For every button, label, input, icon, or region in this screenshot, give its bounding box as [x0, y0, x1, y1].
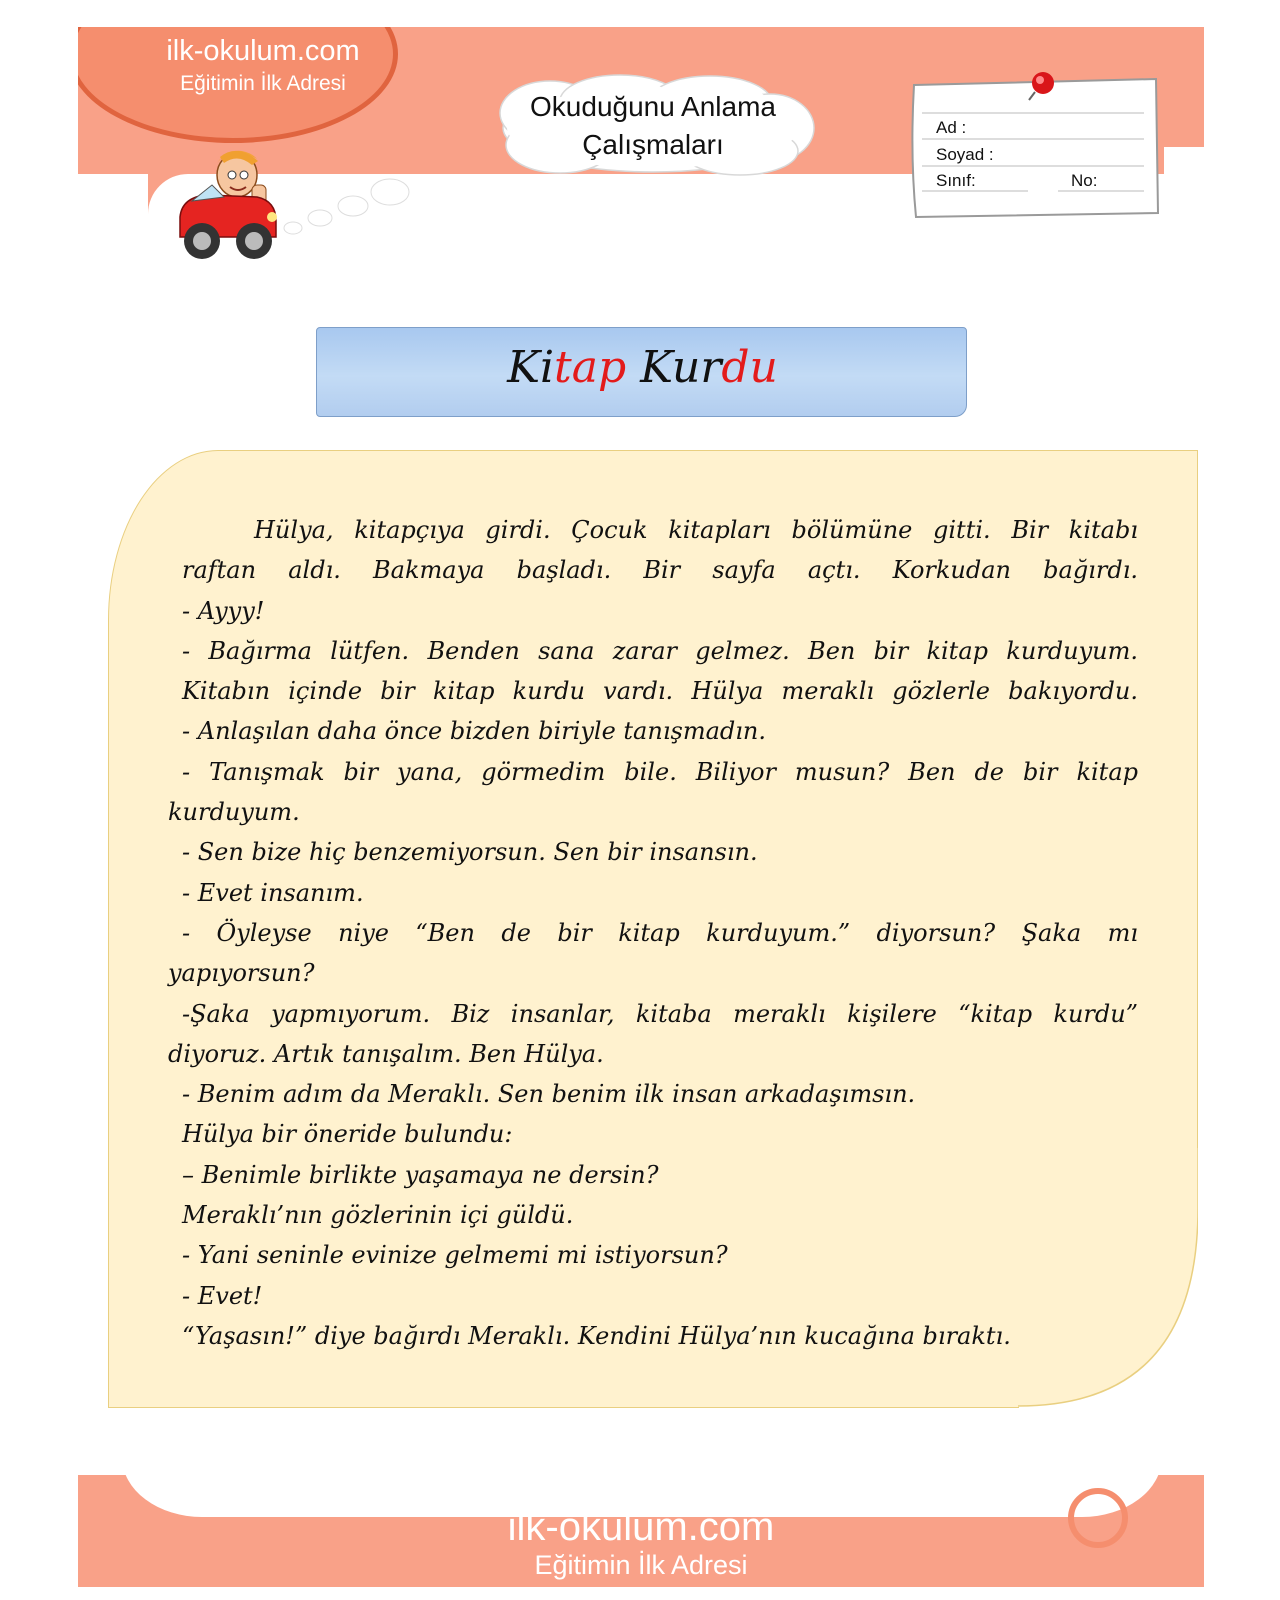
title-part: Kur	[626, 342, 722, 393]
story-line: raftan aldı. Bakmaya başladı. Bir sayfa açtı. Korkudan bağırdı.	[182, 556, 1138, 585]
title-part: Ki	[507, 342, 555, 393]
title-part-highlight: tap	[554, 342, 627, 393]
story-line: yapıyorsun?	[168, 959, 315, 988]
footer-tagline: Eğitimin İlk Adresi	[534, 1550, 748, 1580]
worksheet-heading	[490, 88, 816, 164]
story-line: Hülya bir öneride bulundu:	[182, 1120, 513, 1149]
story-line: Kitabın içinde bir kitap kurdu vardı. Hülya meraklı gözlerle bakıyordu.	[182, 677, 1138, 706]
story-line: - Sen bize hiç benzemiyorsun. Sen bir insansın.	[182, 838, 758, 867]
surname-field-label: Soyad :	[936, 145, 994, 164]
story-line: - Benim adım da Meraklı. Sen benim ilk insan arkadaşımsın.	[182, 1080, 916, 1109]
story-line: - Evet!	[182, 1281, 263, 1310]
story-line: - Yani seninle evinize gelmemi mi istiyorsun?	[182, 1241, 728, 1270]
thought-bubble-dots-icon	[275, 170, 415, 240]
header-notch	[78, 174, 148, 293]
story-line: - Öyleyse niye “Ben de bir kitap kurduyum.” diyorsun? Şaka mı	[182, 918, 1138, 947]
logo-subtitle: Eğitimin İlk Adresi	[180, 72, 346, 95]
worksheet-heading-line1: Okuduğunu Anlama	[530, 91, 776, 122]
story-line: - Evet insanım.	[182, 878, 364, 907]
story-line: kurduyum.	[168, 798, 300, 827]
story-line: “Yaşasın!” diye bağırdı Meraklı. Kendini Hülya’nın kucağına bıraktı.	[182, 1321, 1011, 1350]
header-right-notch	[1164, 147, 1204, 293]
push-pin-icon	[1025, 70, 1057, 102]
story-line: Hülya, kitapçıya girdi. Çocuk kitapları bölümüne gitti. Bir kitabı	[254, 516, 1138, 544]
number-field-label: No:	[1071, 171, 1098, 190]
story-line: – Benimle birlikte yaşamaya ne dersin?	[182, 1160, 659, 1189]
story-line: Meraklı’nın gözlerinin içi güldü.	[182, 1201, 574, 1230]
footer-banner	[78, 1475, 1204, 1587]
logo-title[interactable]: ilk-okulum.com	[166, 35, 360, 67]
story-line: diyoruz. Artık tanışalım. Ben Hülya.	[168, 1039, 604, 1068]
class-field-label: Sınıf:	[936, 171, 976, 190]
story-line: -Şaka yapmıyorum. Biz insanlar, kitaba meraklı kişilere “kitap kurdu”	[182, 999, 1138, 1028]
story-line: - Bağırma lütfen. Benden sana zarar gelmez. Ben bir kitap kurduyum.	[182, 636, 1138, 665]
name-field-label: Ad :	[936, 118, 967, 137]
worksheet-heading-line2: Çalışmaları	[582, 129, 724, 160]
story-line: - Anlaşılan daha önce bizden biriyle tanışmadın.	[182, 717, 767, 746]
footer-site-name[interactable]: ilk-okulum.com	[507, 1505, 775, 1549]
story-line: - Ayyy!	[182, 596, 265, 625]
story-title-box	[316, 327, 967, 417]
story-line: - Tanışmak bir yana, görmedim bile. Biliyor musun? Ben de bir kitap	[182, 757, 1138, 786]
cartoon-car-driver-icon	[172, 145, 282, 265]
story-title	[317, 342, 968, 393]
story-text	[168, 510, 1138, 1356]
title-part-highlight: du	[721, 342, 778, 393]
